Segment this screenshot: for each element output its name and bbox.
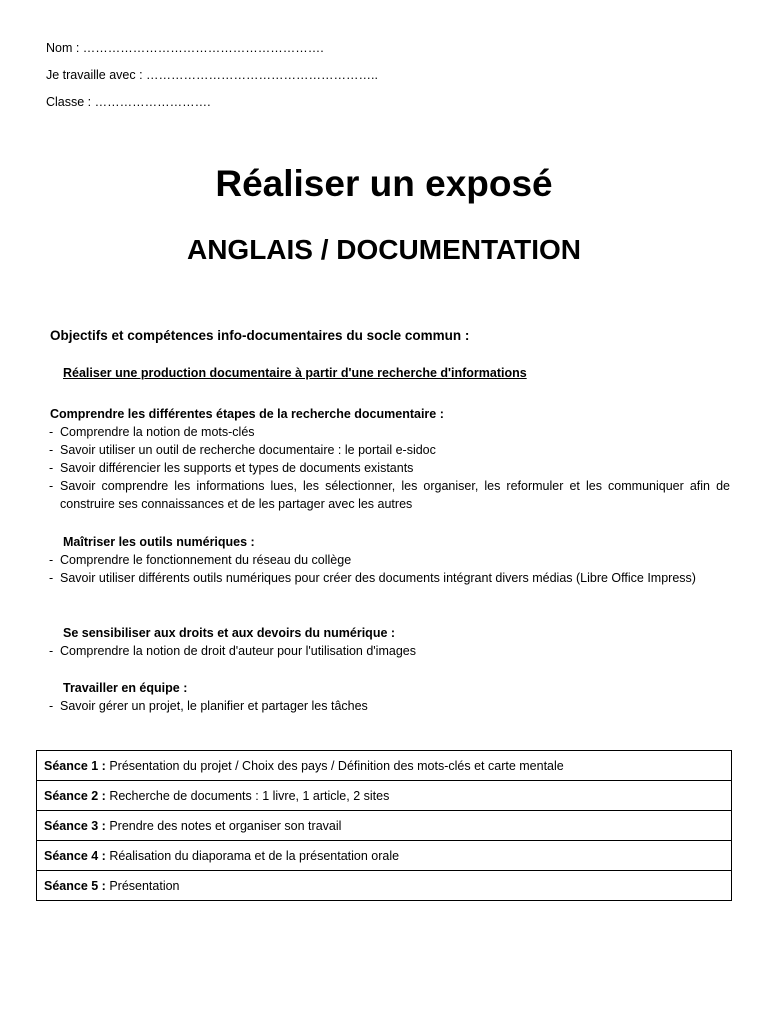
list-item: - Savoir différencier les supports et types de documents existants	[48, 459, 730, 477]
session-text: Présentation	[109, 878, 180, 893]
name-line: Nom : ………………………………………………….	[46, 41, 324, 55]
session-label: Séance 4 :	[44, 848, 106, 863]
table-row	[37, 871, 732, 901]
session-label: Séance 3 :	[44, 818, 106, 833]
list-item: - Savoir comprendre les informations lues, les sélectionner, les organiser, les reformuler et les communiquer afin de construire ses connaissances et de les partager avec les autres	[48, 477, 730, 513]
session-text: Prendre des notes et organiser son travail	[109, 818, 342, 833]
skill-list	[48, 551, 730, 587]
table-row	[37, 841, 732, 871]
section-research-steps	[48, 405, 730, 513]
session-label: Séance 1 :	[44, 758, 106, 773]
skill-list	[48, 642, 730, 660]
production-heading: Réaliser une production documentaire à partir d'une recherche d'informations	[63, 366, 527, 380]
session-text: Présentation du projet / Choix des pays / Définition des mots-clés et carte mentale	[109, 758, 564, 773]
section-digital-rights	[48, 624, 730, 660]
table-row	[37, 781, 732, 811]
section-heading: Maîtriser les outils numériques :	[63, 535, 255, 549]
table-row	[37, 751, 732, 781]
skill-list	[48, 423, 730, 513]
skill-list	[48, 697, 730, 715]
list-item: - Comprendre la notion de mots-clés	[48, 423, 730, 441]
partner-line: Je travaille avec : ………………………………………………..	[46, 68, 378, 82]
session-cell	[37, 841, 732, 871]
list-item: - Comprendre la notion de droit d'auteur pour l'utilisation d'images	[48, 642, 730, 660]
session-label: Séance 2 :	[44, 788, 106, 803]
section-heading: Comprendre les différentes étapes de la recherche documentaire :	[50, 407, 444, 421]
session-text: Réalisation du diaporama et de la présentation orale	[109, 848, 400, 863]
session-label: Séance 5 :	[44, 878, 106, 893]
sessions-table	[36, 750, 732, 901]
list-item: - Savoir utiliser un outil de recherche documentaire : le portail e-sidoc	[48, 441, 730, 459]
table-row	[37, 811, 732, 841]
objectives-heading: Objectifs et compétences info-documentaires du socle commun :	[50, 328, 470, 343]
session-text: Recherche de documents : 1 livre, 1 article, 2 sites	[109, 788, 390, 803]
list-item: - Savoir utiliser différents outils numériques pour créer des documents intégrant divers médias (Libre Office Impress)	[48, 569, 730, 587]
section-teamwork	[48, 679, 730, 715]
page-title: Réaliser un exposé	[215, 163, 553, 204]
class-line: Classe : ……………………….	[46, 95, 211, 109]
section-heading: Se sensibiliser aux droits et aux devoirs du numérique :	[63, 626, 396, 640]
session-cell	[37, 871, 732, 901]
list-item: - Comprendre le fonctionnement du réseau du collège	[48, 551, 730, 569]
section-heading: Travailler en équipe :	[63, 681, 188, 695]
session-cell	[37, 811, 732, 841]
section-digital-tools	[48, 533, 730, 587]
session-cell	[37, 751, 732, 781]
page-subtitle: ANGLAIS / DOCUMENTATION	[186, 234, 582, 265]
session-cell	[37, 781, 732, 811]
list-item: - Savoir gérer un projet, le planifier et partager les tâches	[48, 697, 730, 715]
